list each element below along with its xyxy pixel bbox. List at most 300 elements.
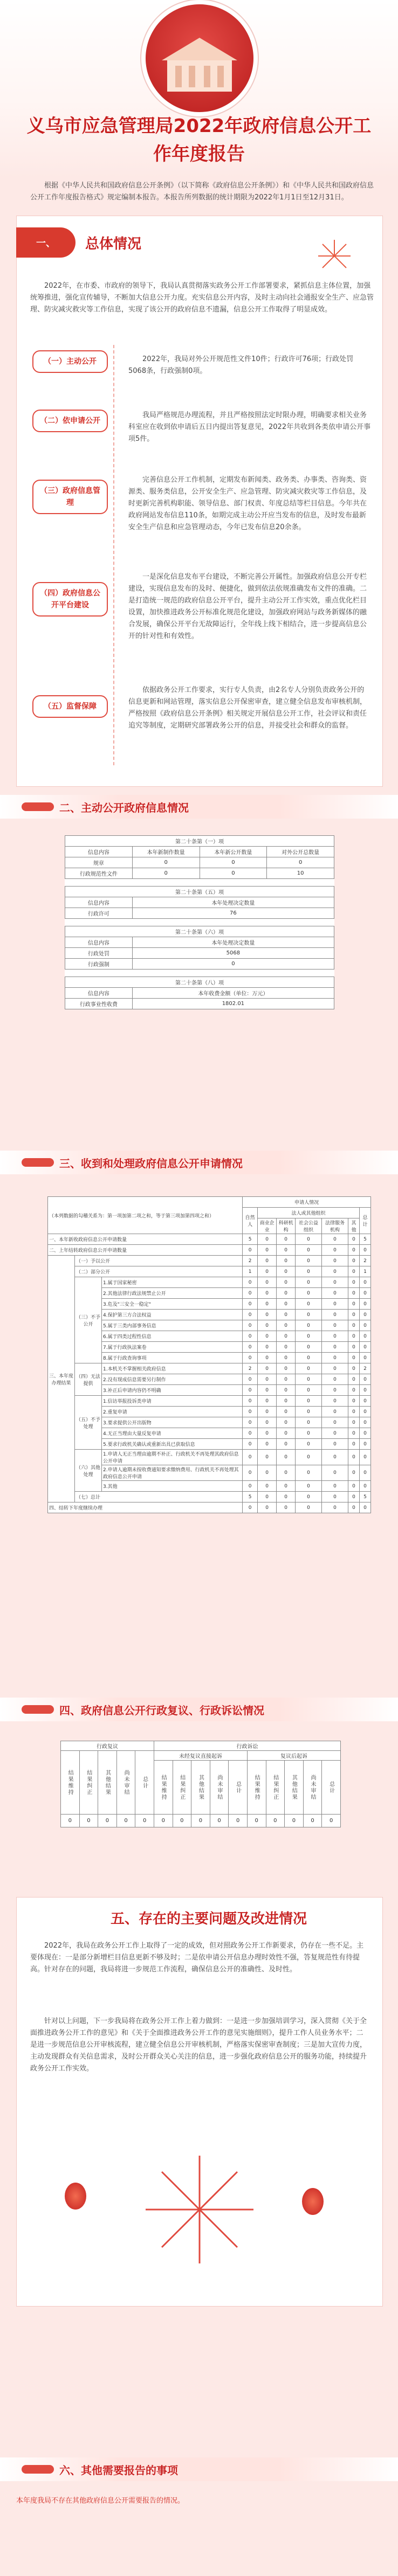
cell: 0 bbox=[277, 1266, 296, 1277]
row-label: 二、上年结转政府信息公开申请数量 bbox=[48, 1245, 243, 1256]
cell: 行政许可 bbox=[65, 908, 133, 919]
table-row bbox=[48, 1396, 371, 1407]
col-header: 信息内容 bbox=[65, 988, 133, 999]
cell: 0 bbox=[359, 1353, 370, 1363]
row-label: 1.信访举报投诉类申请 bbox=[102, 1396, 243, 1407]
cell: 0 bbox=[258, 1245, 277, 1256]
cell: 0 bbox=[322, 1407, 348, 1417]
cell: 0 bbox=[266, 1815, 285, 1827]
cell: 0 bbox=[348, 1407, 359, 1417]
col-header: 总计 bbox=[322, 1761, 341, 1815]
cell: 0 bbox=[359, 1288, 370, 1299]
col-header: 结果纠正 bbox=[79, 1751, 98, 1815]
table-row bbox=[61, 1815, 341, 1827]
col-header: 其他结果 bbox=[285, 1761, 304, 1815]
cell: 0 bbox=[359, 1481, 370, 1492]
row-label: 四、结转下年度继续办理 bbox=[48, 1502, 243, 1513]
title-line-2: 作年度报告 bbox=[153, 143, 245, 165]
section-mark bbox=[22, 2465, 54, 2474]
cell: 0 bbox=[296, 1288, 322, 1299]
col-header: 本年新公开数量 bbox=[200, 847, 267, 857]
cell: 0 bbox=[296, 1417, 322, 1428]
cell: 0 bbox=[277, 1492, 296, 1502]
row-label: （七）总计 bbox=[75, 1492, 243, 1502]
cell: 0 bbox=[359, 1331, 370, 1342]
cell: 0 bbox=[296, 1234, 322, 1245]
section-6-title: 六、其他需要报告的事项 bbox=[59, 2463, 178, 2477]
row-label: 3.危及"三安全一稳定" bbox=[102, 1299, 243, 1310]
cell: 0 bbox=[348, 1310, 359, 1320]
item-active-disclosure bbox=[32, 350, 108, 373]
section-2-title: 二、主动公开政府信息情况 bbox=[59, 801, 189, 814]
cell: 0 bbox=[348, 1450, 359, 1465]
cell: 0 bbox=[243, 1299, 258, 1310]
item-on-request bbox=[32, 410, 108, 432]
cell: 0 bbox=[258, 1439, 277, 1450]
col-header: 结果维持 bbox=[247, 1761, 266, 1815]
col-header: 尚未审结 bbox=[210, 1761, 229, 1815]
cell: 2 bbox=[243, 1363, 258, 1374]
cell: 0 bbox=[348, 1396, 359, 1407]
table-subhead: 第二十条第（五）项 bbox=[65, 887, 334, 897]
cell: 0 bbox=[348, 1465, 359, 1481]
table-row bbox=[65, 868, 334, 879]
cell: 0 bbox=[296, 1374, 322, 1385]
cell: 0 bbox=[258, 1481, 277, 1492]
cell: 0 bbox=[243, 1277, 258, 1288]
item-label: （一）主动公开 bbox=[32, 350, 108, 373]
cell: 0 bbox=[296, 1465, 322, 1481]
cell: 0 bbox=[322, 1310, 348, 1320]
cell: 0 bbox=[296, 1502, 322, 1513]
row-label: 4.无正当理由大量反复申请 bbox=[102, 1428, 243, 1439]
col-header: 结果纠正 bbox=[173, 1761, 191, 1815]
cell: 0 bbox=[243, 1342, 258, 1353]
cell: 0 bbox=[277, 1277, 296, 1288]
col-header: 本年处理决定数量 bbox=[132, 897, 334, 908]
cell: 0 bbox=[359, 1407, 370, 1417]
cell: 0 bbox=[322, 1331, 348, 1342]
row-label: 2.没有现成信息需要另行制作 bbox=[102, 1374, 243, 1385]
item-supervision bbox=[32, 695, 108, 718]
cell: 0 bbox=[348, 1417, 359, 1428]
section-3-header bbox=[0, 1151, 398, 1174]
cell: 0 bbox=[322, 1385, 348, 1396]
cell: 1 bbox=[359, 1266, 370, 1277]
cell: 0 bbox=[348, 1234, 359, 1245]
cell: 0 bbox=[296, 1407, 322, 1417]
cell: 0 bbox=[277, 1299, 296, 1310]
overview-text: 2022年，在市委、市政府的领导下，我局认真贯彻落实政务公开工作部署要求，紧抓信息主体位置，加强统筹推进，强化宣传辅导，不断加大信息公开力度。充实信息公开内容，及时主动向社会通报安全生产、应急管理、防灾减灾救灾等工作信息，实现了该公开的政府信息不遗漏，信息公开工作取得了明显成效。 bbox=[30, 282, 374, 314]
cell: 0 bbox=[258, 1417, 277, 1428]
cell: 0 bbox=[359, 1450, 370, 1465]
cell: 0 bbox=[348, 1245, 359, 1256]
row-group: （五）不予处理 bbox=[75, 1396, 102, 1450]
cell: 0 bbox=[258, 1385, 277, 1396]
section-mark bbox=[22, 1705, 54, 1714]
cell: 0 bbox=[243, 1288, 258, 1299]
cell: 0 bbox=[348, 1277, 359, 1288]
cell: 行政规范性文件 bbox=[65, 868, 133, 879]
cell: 0 bbox=[132, 959, 334, 970]
cell: 0 bbox=[277, 1396, 296, 1407]
cell: 0 bbox=[322, 1417, 348, 1428]
col-header: 复议后起诉 bbox=[247, 1751, 340, 1761]
cell: 0 bbox=[258, 1363, 277, 1374]
cell: 0 bbox=[348, 1502, 359, 1513]
cell: 0 bbox=[359, 1320, 370, 1331]
cell: 0 bbox=[348, 1288, 359, 1299]
cell: 5 bbox=[359, 1234, 370, 1245]
cell: 0 bbox=[277, 1450, 296, 1465]
table-row bbox=[65, 948, 334, 959]
cell: 0 bbox=[135, 1815, 154, 1827]
cell: 0 bbox=[277, 1310, 296, 1320]
table-row bbox=[65, 857, 334, 868]
item-info-management bbox=[32, 480, 108, 514]
cell: 0 bbox=[322, 1277, 348, 1288]
cell: 0 bbox=[322, 1465, 348, 1481]
cell: 0 bbox=[359, 1465, 370, 1481]
item-text: 一是深化信息发布平台建设，不断完善公开属性。加强政府信息公开专栏建设，实现信息发布的及时、便捷化，做到依法依规准确发布文件的准确。二是打造统一规范的政府信息公开平台，提升主动公开工作实效，重点优化栏目设置，加快推进政务公开标准化规范化建设，加强政府网站与政务新媒体的融合发展，确保公开平台无故障运行，全年线上线下相结合，进一步提高信息公开的针对性和有效性。 bbox=[128, 573, 367, 640]
cell: 0 bbox=[132, 868, 200, 879]
cell: 0 bbox=[322, 1502, 348, 1513]
section-4-header bbox=[0, 1698, 398, 1721]
cell: 0 bbox=[296, 1299, 322, 1310]
page-title bbox=[0, 112, 398, 168]
section-3-title: 三、收到和处理政府信息公开申请情况 bbox=[59, 1157, 243, 1170]
cell: 0 bbox=[229, 1815, 248, 1827]
section-mark bbox=[22, 1158, 54, 1167]
cell: 0 bbox=[322, 1492, 348, 1502]
cell: 0 bbox=[243, 1428, 258, 1439]
cell: 0 bbox=[359, 1374, 370, 1385]
table-row bbox=[65, 959, 334, 970]
table-subhead: 第二十条第（一）项 bbox=[65, 836, 334, 847]
cell: 1802.01 bbox=[132, 999, 334, 1009]
col-header: 未经复议直接起诉 bbox=[154, 1751, 247, 1761]
cell: 规章 bbox=[65, 857, 133, 868]
cell: 0 bbox=[267, 857, 334, 868]
cell: 0 bbox=[277, 1385, 296, 1396]
cell: 0 bbox=[359, 1439, 370, 1450]
cell: 行政事业性收费 bbox=[65, 999, 133, 1009]
cell: 0 bbox=[258, 1310, 277, 1320]
cell: 0 bbox=[348, 1481, 359, 1492]
col-header: 结果维持 bbox=[154, 1761, 173, 1815]
cell: 0 bbox=[296, 1245, 322, 1256]
cell: 0 bbox=[348, 1353, 359, 1363]
table-row bbox=[48, 1245, 371, 1256]
table-head-note: （本列数据的勾稽关系为：第一项加第二项之和，等于第三项加第四项之和） bbox=[48, 1197, 243, 1234]
cell: 0 bbox=[200, 857, 267, 868]
cell: 0 bbox=[359, 1299, 370, 1310]
cell: 0 bbox=[243, 1481, 258, 1492]
row-label: 6.属于四类过程性信息 bbox=[102, 1331, 243, 1342]
cell: 0 bbox=[277, 1320, 296, 1331]
cell: 0 bbox=[322, 1374, 348, 1385]
cell: 0 bbox=[348, 1266, 359, 1277]
cell: 0 bbox=[258, 1465, 277, 1481]
section-4-title: 四、政府信息公开行政复议、行政诉讼情况 bbox=[59, 1704, 264, 1717]
table-row bbox=[48, 1266, 371, 1277]
cell: 0 bbox=[322, 1450, 348, 1465]
cell: 0 bbox=[348, 1385, 359, 1396]
other-matters-text: 本年度我局不存在其他政府信息公开需要报告的情况。 bbox=[16, 2497, 185, 2505]
cell: 0 bbox=[258, 1353, 277, 1363]
cell: 0 bbox=[322, 1363, 348, 1374]
cell: 0 bbox=[296, 1450, 322, 1465]
issues-paragraph-2: 针对以上问题，下一步我局将在政务公开工作上着力做到：一是进一步加强培训学习，深入贯彻《关于全面推进政务公开工作的意见》和《关于全面推进政务公开工作的意见实施细则》，提升工作人员业务水平；二是进一步规范信息公开审核流程，建立健全信息公开审核机制，严格落实保密审查制度；三是加大宣传力度，主动发现群众有关信息需求，及时公开群众关心关注的信息，进一步强化政府信息公开的服务功能，持续提升政务公开工作实效。 bbox=[30, 2017, 367, 2073]
cell: 0 bbox=[322, 1428, 348, 1439]
cell: 0 bbox=[277, 1234, 296, 1245]
section-mark bbox=[22, 802, 54, 811]
cell: 0 bbox=[191, 1815, 210, 1827]
section-1-title: 总体情况 bbox=[85, 236, 142, 252]
cell: 0 bbox=[258, 1407, 277, 1417]
cell: 0 bbox=[258, 1450, 277, 1465]
col-header: 其他结果 bbox=[191, 1761, 210, 1815]
col-header: 其他 bbox=[348, 1218, 359, 1234]
col-header: 法律服务机构 bbox=[322, 1218, 348, 1234]
building-icon bbox=[162, 32, 237, 97]
cell: 0 bbox=[348, 1492, 359, 1502]
cell: 0 bbox=[348, 1374, 359, 1385]
cell: 0 bbox=[258, 1502, 277, 1513]
cell: 0 bbox=[258, 1288, 277, 1299]
cell: 0 bbox=[200, 868, 267, 879]
row-label: 1.本机关不掌握相关政府信息 bbox=[102, 1363, 243, 1374]
cell: 0 bbox=[322, 1481, 348, 1492]
cell: 0 bbox=[243, 1353, 258, 1363]
row-label: 3.补正后申请内容仍不明确 bbox=[102, 1385, 243, 1396]
cell: 0 bbox=[348, 1363, 359, 1374]
cell: 0 bbox=[243, 1331, 258, 1342]
col-header: 其他结果 bbox=[98, 1751, 117, 1815]
cell: 0 bbox=[243, 1439, 258, 1450]
cell: 0 bbox=[348, 1320, 359, 1331]
cell: 0 bbox=[258, 1492, 277, 1502]
row-label: 1.属于国家秘密 bbox=[102, 1277, 243, 1288]
cell: 行政处罚 bbox=[65, 948, 133, 959]
col-header: 本年收费金额（单位：万元） bbox=[132, 988, 334, 999]
row-label: 3.要求提供公开出版物 bbox=[102, 1417, 243, 1428]
cell: 0 bbox=[322, 1439, 348, 1450]
col-header: 尚未审结 bbox=[116, 1751, 135, 1815]
cell: 2 bbox=[243, 1256, 258, 1266]
cell: 0 bbox=[296, 1310, 322, 1320]
cell: 1 bbox=[243, 1266, 258, 1277]
table-row bbox=[65, 999, 334, 1009]
cell: 0 bbox=[277, 1439, 296, 1450]
row-label: 7.属于行政执法案卷 bbox=[102, 1342, 243, 1353]
col-header: 申请人情况 bbox=[243, 1197, 371, 1208]
cell: 0 bbox=[243, 1502, 258, 1513]
row-group: （六）其他处理 bbox=[75, 1450, 102, 1492]
cell: 0 bbox=[296, 1331, 322, 1342]
cell: 5 bbox=[243, 1234, 258, 1245]
cell: 2 bbox=[359, 1256, 370, 1266]
cell: 0 bbox=[243, 1396, 258, 1407]
cell: 0 bbox=[322, 1288, 348, 1299]
row-label: 2.其他法律行政法规禁止公开 bbox=[102, 1288, 243, 1299]
cell: 0 bbox=[296, 1492, 322, 1502]
row-group: （四）无法提供 bbox=[75, 1363, 102, 1396]
application-table bbox=[47, 1196, 371, 1513]
cell: 0 bbox=[359, 1428, 370, 1439]
item-platform bbox=[32, 582, 108, 617]
table-subhead: 第二十条第（六）项 bbox=[65, 926, 334, 937]
col-header: 信息内容 bbox=[65, 897, 133, 908]
title-line-1: 义乌市应急管理局2022年政府信息公开工 bbox=[26, 115, 372, 137]
col-header: 科研机构 bbox=[277, 1218, 296, 1234]
row-group: （三）不予公开 bbox=[75, 1277, 102, 1363]
row-label: 5.要求行政机关确认或重新出具已获取信息 bbox=[102, 1439, 243, 1450]
cell: 0 bbox=[243, 1385, 258, 1396]
cell: 0 bbox=[296, 1353, 322, 1363]
col-header: 对外公开总数量 bbox=[267, 847, 334, 857]
cell: 0 bbox=[258, 1256, 277, 1266]
section-6-header bbox=[0, 2457, 398, 2481]
cell: 0 bbox=[359, 1277, 370, 1288]
cell: 行政强制 bbox=[65, 959, 133, 970]
cell: 0 bbox=[296, 1385, 322, 1396]
cell: 0 bbox=[277, 1481, 296, 1492]
cell: 0 bbox=[243, 1450, 258, 1465]
cell: 0 bbox=[243, 1320, 258, 1331]
cell: 0 bbox=[247, 1815, 266, 1827]
fireworks-icon bbox=[140, 2150, 259, 2269]
col-header: 本年新制作数量 bbox=[132, 847, 200, 857]
item-label: （三）政府信息管理 bbox=[32, 480, 108, 514]
table-row bbox=[48, 1234, 371, 1245]
row-label: 4.保护第三方合法权益 bbox=[102, 1310, 243, 1320]
cell: 0 bbox=[243, 1407, 258, 1417]
cell: 0 bbox=[322, 1299, 348, 1310]
cell: 0 bbox=[296, 1320, 322, 1331]
cell: 0 bbox=[322, 1320, 348, 1331]
cell: 0 bbox=[296, 1363, 322, 1374]
cell: 0 bbox=[348, 1342, 359, 1353]
item-text: 我局严格规范办理流程，并且严格按照法定时限办理，明确要求相关业务科室应在收到依申请后五日内提出答复意见，2022年共收到各类依申请公开事项5件。 bbox=[128, 411, 371, 443]
cell: 0 bbox=[258, 1234, 277, 1245]
cell: 0 bbox=[277, 1502, 296, 1513]
cell: 0 bbox=[296, 1396, 322, 1407]
cell: 5 bbox=[359, 1492, 370, 1502]
lantern-icon bbox=[65, 2183, 86, 2210]
cell: 0 bbox=[359, 1385, 370, 1396]
cell: 0 bbox=[258, 1374, 277, 1385]
col-header: 自然人 bbox=[243, 1208, 258, 1234]
review-suit-table bbox=[60, 1741, 341, 1827]
row-label: 一、本年新收政府信息公开申请数量 bbox=[48, 1234, 243, 1245]
cell: 0 bbox=[258, 1342, 277, 1353]
fireworks-icon bbox=[302, 237, 367, 275]
cell: 0 bbox=[322, 1256, 348, 1266]
cell: 10 bbox=[267, 868, 334, 879]
table-row bbox=[48, 1363, 371, 1374]
cell: 0 bbox=[296, 1439, 322, 1450]
cell: 0 bbox=[322, 1815, 341, 1827]
cell: 0 bbox=[243, 1374, 258, 1385]
cell: 0 bbox=[296, 1256, 322, 1266]
cell: 0 bbox=[98, 1815, 117, 1827]
item-text: 2022年，我局对外公开规范性文件10件；行政许可76项；行政处罚5068条，行政强制0项。 bbox=[128, 355, 354, 375]
item-text: 依据政务公开工作要求，实行专人负责，由2名专人分别负责政务公开的信息更新和网站管理，落实信息公开保密审查，建立健全信息发布审核机制，严格按照《政府信息公开条例》相关规定开展信息公开工作，社会评议和责任追究等制度，定期研究部署政务公开的信息，并接受社会和群众的监督。 bbox=[128, 686, 367, 730]
col-header: 行政复议 bbox=[61, 1741, 154, 1751]
cell: 0 bbox=[79, 1815, 98, 1827]
cell: 0 bbox=[243, 1417, 258, 1428]
lantern-icon bbox=[302, 2188, 324, 2215]
table-row bbox=[48, 1256, 371, 1266]
section-1-header bbox=[16, 226, 141, 259]
cell: 0 bbox=[277, 1353, 296, 1363]
row-label: 2.重复申请 bbox=[102, 1407, 243, 1417]
cell: 0 bbox=[258, 1320, 277, 1331]
item-label: （五）监督保障 bbox=[32, 695, 108, 718]
cell: 0 bbox=[348, 1256, 359, 1266]
col-header: 结果纠正 bbox=[266, 1761, 285, 1815]
cell: 0 bbox=[322, 1353, 348, 1363]
row-group: 三、本年度办理结果 bbox=[48, 1256, 75, 1502]
cell: 0 bbox=[296, 1342, 322, 1353]
row-label: （一）予以公开 bbox=[75, 1256, 243, 1266]
cell: 0 bbox=[359, 1342, 370, 1353]
cell: 0 bbox=[210, 1815, 229, 1827]
cell: 0 bbox=[348, 1439, 359, 1450]
col-header: 结果维持 bbox=[61, 1751, 80, 1815]
cell: 0 bbox=[154, 1815, 173, 1827]
cell: 0 bbox=[277, 1342, 296, 1353]
row-label: （二）部分公开 bbox=[75, 1266, 243, 1277]
cell: 0 bbox=[277, 1428, 296, 1439]
cell: 0 bbox=[296, 1266, 322, 1277]
cell: 0 bbox=[243, 1310, 258, 1320]
cell: 0 bbox=[322, 1266, 348, 1277]
active-disclosure-table bbox=[65, 835, 334, 1009]
cell: 0 bbox=[277, 1256, 296, 1266]
cell: 0 bbox=[277, 1465, 296, 1481]
table-row bbox=[48, 1502, 371, 1513]
cell: 0 bbox=[277, 1363, 296, 1374]
col-header: 总计 bbox=[229, 1761, 248, 1815]
cell: 0 bbox=[322, 1234, 348, 1245]
cell: 0 bbox=[285, 1815, 304, 1827]
issues-paragraph-1: 2022年，我局在政务公开工作上取得了一定的成效，但对照政务公开工作新要求，仍存在一些不足。主要体现在：一是部分新增栏目信息更新不够及时；二是依申请公开信息办理时效性不强，答复规范性有待提高。针对存在的问题，我局将进一步规范工作流程，确保信息公开的准确性、及时性。 bbox=[30, 1942, 364, 1973]
col-header: 总计 bbox=[359, 1208, 370, 1234]
cell: 0 bbox=[322, 1342, 348, 1353]
table-subhead: 第二十条第（八）项 bbox=[65, 977, 334, 988]
item-text: 完善信息公开工作机制，定期发布新闻类、政务类、办事类、咨询类、资源类、服务类信息，公开安全生产、应急管理、防灾减灾救灾等工作信息，及时更新完善机构职能、领导信息、部门权责、年度总结等栏目信息。今年共在政府网站发布信息110条，如期完成主动公开应当发布的信息，及时发布最新安全生产信息和应急管理动态，今年已发布信息20余条。 bbox=[128, 476, 367, 531]
cell: 0 bbox=[258, 1331, 277, 1342]
cell: 0 bbox=[116, 1815, 135, 1827]
cell: 0 bbox=[277, 1407, 296, 1417]
cell: 0 bbox=[296, 1481, 322, 1492]
timeline-line bbox=[113, 345, 114, 765]
cell: 0 bbox=[296, 1428, 322, 1439]
cell: 0 bbox=[322, 1396, 348, 1407]
item-label: （二）依申请公开 bbox=[32, 410, 108, 432]
row-label: 2.申请人逾期未按收费通知要求缴纳费用、行政机关不再处理其政府信息公开申请 bbox=[102, 1465, 243, 1481]
cell: 0 bbox=[359, 1310, 370, 1320]
section-2-header bbox=[0, 795, 398, 819]
table-row bbox=[48, 1492, 371, 1502]
table-row bbox=[48, 1450, 371, 1465]
cell: 0 bbox=[348, 1428, 359, 1439]
cell: 0 bbox=[132, 857, 200, 868]
col-header: 社会公益组织 bbox=[296, 1218, 322, 1234]
row-label: 3.其他 bbox=[102, 1481, 243, 1492]
